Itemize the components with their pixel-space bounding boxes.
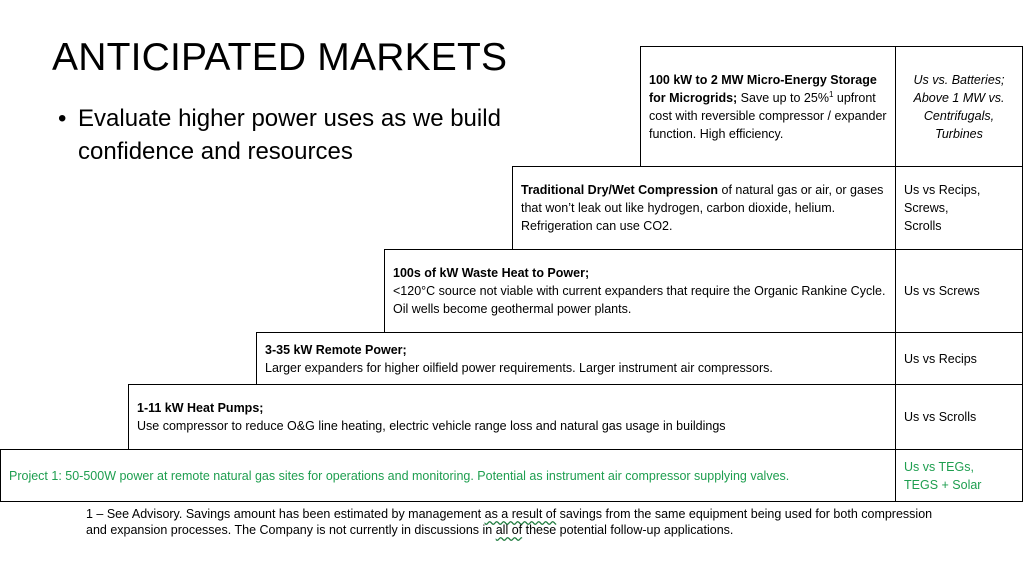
comparison-text: Us vs Recips xyxy=(904,351,977,366)
comparison-cell-screws xyxy=(895,249,1023,333)
market-heading: Traditional Dry/Wet Compression xyxy=(521,183,719,197)
market-cell-project-1 xyxy=(0,449,896,502)
market-heading: 100s of kW Waste Heat to Power; xyxy=(393,266,590,280)
comparison-line: Screws, xyxy=(904,201,949,215)
bullet-text: Evaluate higher power uses as we build confidence and resources xyxy=(78,105,501,165)
market-text: Use compressor to reduce O&G line heating, electric vehicle range loss and natural gas usage in buildings xyxy=(137,419,726,433)
market-cell-waste-heat-to-power xyxy=(384,249,896,333)
market-heading: 1-11 kW Heat Pumps; xyxy=(137,401,264,415)
market-heading: 3-35 kW Remote Power; xyxy=(265,342,407,357)
slide-title: ANTICIPATED MARKETS xyxy=(52,36,508,79)
market-text: 100 kW to 2 MW Micro-Energy Storage for Microgrids; Save up to 25%$^1$ upfront cost with reversible compressor / expander function. High efficiency. xyxy=(649,72,887,141)
comparison-cell-tegs xyxy=(895,449,1023,502)
bullet-dot-icon: • xyxy=(58,105,67,132)
market-text: <120°C source not viable with current expanders that require the Organic Rankine Cycle. Oil wells become geothermal power plants. xyxy=(393,284,886,316)
footnote: 1 – See Advisory. Savings amount has been estimated by management as a result of savings from the same equipment being used for both compression and expansion processes. The Company is not currently in discussions in all of these potential follow-up applications. xyxy=(86,507,933,537)
comparison-cell-scrolls xyxy=(895,384,1023,450)
comparison-text: Us vs. Batteries; Above 1 MW vs. Centrifugals, Turbines xyxy=(913,72,1005,141)
comparison-line: TEGS + Solar xyxy=(904,477,982,492)
market-cell-micro-energy-storage xyxy=(640,46,896,167)
comparison-cell-recips-screws-scrolls xyxy=(895,166,1023,250)
market-text: Traditional Dry/Wet Compression of natural gas or air, or gases that won’t leak out like hydrogen, carbon dioxide, helium. Refrigeration can use CO2. xyxy=(521,183,884,233)
comparison-cell-recips xyxy=(895,332,1023,385)
comparison-line: Us vs TEGs, xyxy=(904,459,974,474)
comparison-cell-batteries xyxy=(895,46,1023,167)
comparison-line: Us vs Recips, xyxy=(904,183,981,197)
comparison-text: Us vs Scrolls xyxy=(904,410,977,424)
comparison-line: Scrolls xyxy=(904,219,942,233)
market-cell-heat-pumps xyxy=(128,384,896,450)
spellcheck-underline: all of xyxy=(495,523,523,537)
market-cell-traditional-compression xyxy=(512,166,896,250)
spellcheck-underline: as a result of xyxy=(484,507,557,521)
comparison-text: Us vs Screws xyxy=(904,284,980,298)
market-text: Larger expanders for higher oilfield power requirements. Larger instrument air compressors. xyxy=(265,360,773,375)
footnote-marker: 1 xyxy=(828,89,834,99)
bullet-item xyxy=(58,102,528,168)
market-heading: 100 kW to 2 MW Micro-Energy Storage for Microgrids; xyxy=(649,72,877,105)
project-text: Project 1: 50-500W power at remote natural gas sites for operations and monitoring. Potential as instrument air compressor supplying valves. xyxy=(9,468,790,483)
market-cell-remote-power xyxy=(256,332,896,385)
